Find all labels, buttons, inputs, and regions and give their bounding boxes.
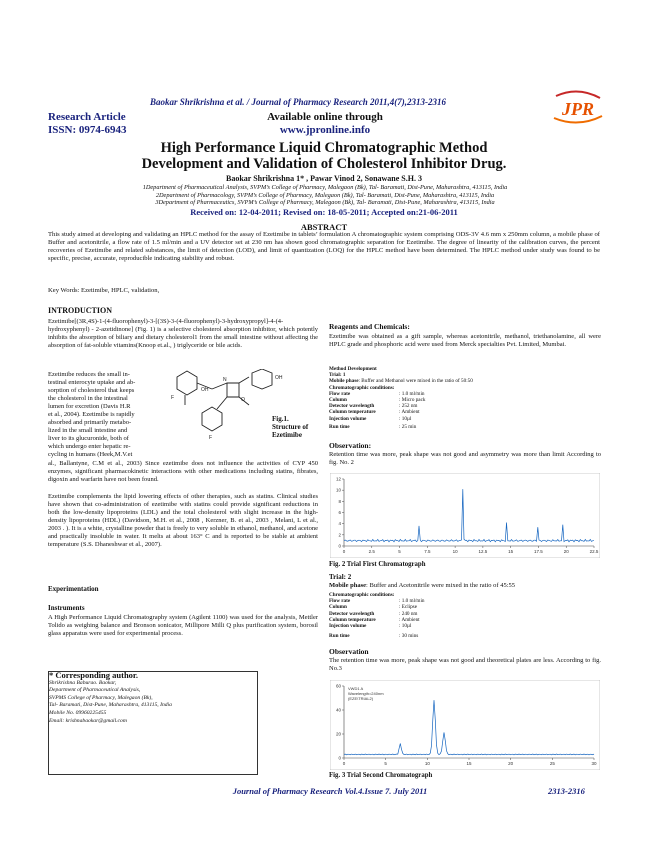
condition-key: Run time [329, 633, 350, 640]
y-tick-label: 4 [338, 521, 341, 527]
condition-key: Flow rate [329, 598, 351, 605]
x-tick-label: 10 [452, 549, 458, 554]
condition-value: : Micro pack [399, 397, 426, 404]
condition-value: : 1.0 ml/min [399, 598, 425, 605]
x-tick-label: 10 [424, 761, 430, 766]
intro-heading: INTRODUCTION [48, 306, 113, 315]
y-tick-label: 60 [335, 683, 341, 689]
availability [250, 111, 400, 137]
svg-text:N: N [223, 377, 227, 383]
x-tick-label: 0 [342, 761, 346, 766]
condition-key: Column [329, 397, 347, 404]
mobile-phase-2 [329, 582, 601, 589]
chart-legend-line: Wavelength=240nm [348, 691, 384, 696]
condition-value: : 30 mins [399, 633, 419, 640]
chromatogram-1 [330, 473, 600, 558]
condition-key: Injection volume [329, 623, 367, 630]
abstract-heading: ABSTRACT [300, 222, 348, 232]
mobile-phase-label: Mobile phase [329, 582, 367, 589]
condition-key: Column [329, 604, 347, 611]
y-tick-label: 0 [338, 543, 341, 549]
x-tick-label: 15 [508, 549, 514, 554]
y-tick-label: 8 [338, 498, 341, 504]
observation2-heading: Observation [329, 647, 369, 656]
y-tick-label: 40 [335, 707, 341, 713]
authors: Baokar Shrikrishna 1* , Pawar Vinod 2, Sonawane S.H. 3 [226, 174, 422, 183]
text-line: the cholesterol in the intestinal [48, 395, 128, 403]
y-tick-label: 2 [338, 532, 341, 538]
submission-dates: Received on: 12-04-2011; Revised on: 18-05-2011; Accepted on:21-06-2011 [190, 207, 458, 217]
x-tick-label: 17.5 [534, 549, 543, 554]
ezetimibe-structure [157, 369, 287, 447]
x-tick-label: 20 [563, 549, 569, 554]
fig1-compound: Ezetimibe [272, 431, 302, 439]
abstract-text: This study aimed at developing and validating an HPLC method for the assay of Ezetimibe in tablets’ formulation A chromatographic system comprising ODS-3V 4.6 mm x 250mm column, a mobile phase of Buffer and acetonitrile, a flow rate of 1.5 ml/min and a UV detector set at 230 nm has shown good chromatographic separation for Ezetimibe. The degree of linearity of the calibration curves, the percent recoveries of Ezetimibe and related substances, the limit of detection (LOD), and limit of quantization (LOQ) for the HPLC method have been determined. The HPLC method under study was found to be specific, precise, accurate, reproducible indicating stability and robust. [48, 231, 600, 262]
corresponding-heading: * Corresponding author. [49, 670, 139, 680]
x-tick-label: 12.5 [478, 549, 488, 554]
condition-value: : 1.0 ml/min [399, 390, 425, 397]
text-line: testinal enterocyte uptake and ab- [48, 379, 136, 387]
text-line: et al., 2004). Ezetimibe is rapidly [48, 411, 135, 419]
svg-text:OH: OH [275, 375, 283, 381]
svg-text:O: O [241, 397, 245, 403]
text-line: cycling in humans (Heek,M.V.et [48, 451, 133, 459]
article-meta [48, 111, 127, 137]
conditions-table-2 [329, 592, 601, 639]
article-type: Research Article [48, 111, 126, 123]
fig1-label: Fig.1. [272, 415, 289, 423]
author-college: SVPMS College of Pharmacy, Malegaon (Bk), [49, 694, 153, 701]
trial1-label: Trial: 1 [329, 372, 346, 379]
fig1-desc: Structure of [272, 423, 309, 431]
corresponding-author-box [48, 671, 258, 775]
x-tick-label: 15 [466, 761, 472, 766]
conditions-heading: Chromatographic conditions: [329, 592, 395, 598]
author-mobile: Mobile No. 09960225455 [49, 709, 107, 716]
conditions-heading: Chromatographic conditions: [329, 384, 395, 391]
footer-journal: Journal of Pharmacy Research Vol.4.Issue 7. July 2011 [232, 786, 428, 796]
y-tick-label: 12 [335, 476, 341, 482]
running-header: Baokar Shrikrishna et al. / Journal of Pharmacy Research 2011,4(7),2313-2316 [150, 97, 447, 107]
trial2-label: Trial: 2 [329, 573, 352, 581]
condition-value: : 10µl [399, 623, 412, 630]
title-line-2: Development and Validation of Cholesterol Inhibitor Drug. [141, 156, 507, 172]
instruments-heading: Instruments [48, 604, 85, 612]
condition-row [329, 633, 601, 639]
condition-value: : 10µl [399, 415, 412, 422]
author-email[interactable]: Email: krishnabaokar@gmail.com [49, 717, 127, 724]
x-tick-label: 2.5 [368, 549, 375, 554]
condition-row [329, 424, 601, 430]
author-name: Shrikrishna Baburao. Baokar, [49, 679, 117, 686]
x-tick-label: 5 [398, 549, 401, 554]
affiliation-3: 3Department of Pharmaceutics, SVPM’s College of Pharmacy, Malegaon (Bk), Tal- Baramati, Dist-Pune, Maharashtra, 413115, India [155, 199, 495, 207]
author-address: Tal- Baramati, Dist-Pune, Maharashtra, 413115, India [49, 702, 172, 709]
intro-paragraph-3: Ezetimibe complements the lipid lowering effects of other therapies, such as statins. Clinical studies have shown that co-administration of ezetimibe with statins could provide significant reductions in both the low-density lipoproteins (LDL) and the total cholesterol with slight increase in the high-density lipoproteins (HDL) (Davidson, M.H. et al., 2008 , Kerzner, B. et al., 2003 , Melani, L et al., 2003 . ). It is a white, crystalline powder that is freely to very soluble in ethanol, methanol, and acetone and practically insoluble in water. It melts at about 163° C and is reported to be stable at ambient temperature (S.S. Dhaneshwar et al., 2007). [48, 493, 318, 549]
condition-value: : 25 min [399, 423, 417, 430]
site-link[interactable]: www.jpronline.info [279, 124, 371, 136]
condition-value: : Ambient [399, 409, 420, 416]
text-line: lumen for excretion (Davis H.R [48, 403, 131, 411]
chart-frame [330, 473, 600, 558]
fig3-caption: Fig. 3 Trial Second Chromatograph [329, 772, 433, 779]
reagents-text: Ezetimibe was obtained as a gift sample, whereas acetonitrile, methanol, triethanolamine, all were HPLC grade and phosphoric acid were used from Merck specialties Pvt. Limited, Mumbai. [329, 333, 601, 349]
paper-title [100, 140, 548, 172]
author-dept: Department of Pharmaceutical Analysis, [49, 687, 141, 694]
chromatogram-2 [330, 680, 600, 770]
condition-row [329, 623, 601, 629]
condition-value: : 240 nm [399, 610, 418, 617]
chart-legend-line: (EZE\TRIAL2) [348, 696, 374, 701]
text-line: sorption of cholesterol that keeps [48, 387, 135, 395]
footer-pages: 2313-2316 [548, 786, 585, 796]
svg-text:F: F [209, 435, 213, 441]
observation1-heading: Observation: [329, 441, 372, 450]
condition-key: Column temperature [329, 616, 376, 623]
title-line-1: High Performance Liquid Chromatographic Method [160, 140, 488, 156]
observation1-text: Retention time was more, peak shape was not good and asymmetry was more than limit According to fig. No. 2 [329, 451, 601, 467]
condition-value: : Eclipse [399, 604, 418, 611]
reagents-heading: Reagents and Chemicals: [329, 322, 410, 331]
observation2-text: The retention time was more, peak shape was not good and theoretical plates are less. According to fig. No.3 [329, 657, 601, 673]
x-tick-label: 0 [342, 549, 346, 554]
text-line: absorbed and primarily metabo- [48, 419, 132, 427]
text-line: lized in the small intestine and [48, 427, 128, 435]
condition-key: Flow rate [329, 390, 351, 397]
condition-key: Run time [329, 423, 350, 430]
trial1-block [329, 366, 601, 430]
x-tick-label: 30 [591, 761, 597, 766]
condition-key: Injection volume [329, 415, 367, 422]
condition-value: : Ambient [399, 616, 420, 623]
x-tick-label: 5 [384, 761, 387, 766]
keywords: Key Words: Ezetimibe, HPLC, validation, [48, 287, 160, 294]
logo-text: JPR [561, 99, 595, 119]
condition-key: Detector wavelength [329, 403, 375, 410]
y-tick-label: 20 [335, 731, 341, 737]
mobile-phase-label: Mobile phase [329, 378, 359, 385]
x-tick-label: 7.5 [424, 549, 431, 554]
affiliations [30, 184, 620, 207]
text-line: which undergo enter hepatic re- [48, 443, 131, 451]
instruments-text: A High Performance Liquid Chromatography system (Agilent 1100) was used for the analysis, Mettler Tolido as weighing balance and Bronson sonicator, Millipore Milli Q plus purification system, borosil glass apparatus were used for experimental process. [48, 614, 318, 638]
condition-key: Column temperature [329, 409, 376, 416]
conditions-table-1 [329, 391, 601, 430]
x-tick-label: 25 [549, 761, 555, 766]
affiliation-2: 2Department of Pharmacology, SVPM’s College of Pharmacy, Malegaon (Bk), Tal- Baramati, Dist-Pune, Maharashtra, 413115, India [155, 191, 495, 199]
method-heading: Method Development [329, 366, 377, 372]
fig2-caption: Fig. 2 Trial First Chromatograph [329, 561, 426, 568]
issn: ISSN: 0974-6943 [48, 124, 127, 136]
y-tick-label: 10 [335, 487, 341, 493]
mobile-phase-value: : Buffer and Methanol were mixed in the ratio of 50:50 [358, 378, 473, 385]
y-tick-label: 6 [338, 510, 341, 515]
condition-value: : 252 nm [399, 403, 418, 410]
chart-legend-line: VWD1 A [348, 686, 364, 691]
condition-row [329, 416, 601, 422]
svg-text:OH: OH [201, 387, 209, 393]
affiliation-1: 1Department of Pharmaceutical Analysis, SVPM’s College of Pharmacy, Malegaon (Bk), Tal- Baramati, Dist-Pune, Maharashtra, 413115, India [142, 184, 508, 191]
intro-paragraph-2-rest: al., Ballantyne, C.M et al., 2003) Since ezetimibe does not influence the activities of CYP 450 enzymes, significant pharmacokinetic interactions with other medications including statins, fibrates, digoxin and warfarin have not been found. [48, 460, 318, 484]
fig1-caption [272, 415, 308, 439]
text-line: Ezetimibe reduces the small in- [48, 371, 130, 378]
jpr-logo [548, 88, 608, 128]
y-tick-label: 0 [338, 755, 341, 761]
svg-text:F: F [171, 395, 175, 401]
intro-paragraph-2-wrap [48, 371, 160, 460]
intro-paragraph-1: Ezetimibe[(3R,4S)-1-(4-fluorophenyl)-3-[(3S)-3-(4-fluorophenyl)-3-hydroxypropyl]-4-(4-hydroxyphenyl) - 2-azetidinone] (Fig. 1) is a selective cholesterol absorption inhibitor, which potently inhibits the absorption of biliary and dietary cholesterol1 from the small intestine without affecting the absorption of fat-soluble vitamins(Knoop et.al., ) triglyceride or bile acids. [48, 318, 318, 350]
text-line: liver to its glucuronide, both of [48, 435, 129, 443]
condition-key: Detector wavelength [329, 610, 375, 617]
x-tick-label: 20 [508, 761, 514, 766]
mobile-phase-value: : Buffer and Acetonitrile were mixed in the ratio of 45:55 [366, 582, 516, 589]
available-label: Available online through [267, 111, 383, 123]
x-tick-label: 22.5 [589, 549, 599, 554]
experimentation-heading: Experimentation [48, 585, 99, 593]
